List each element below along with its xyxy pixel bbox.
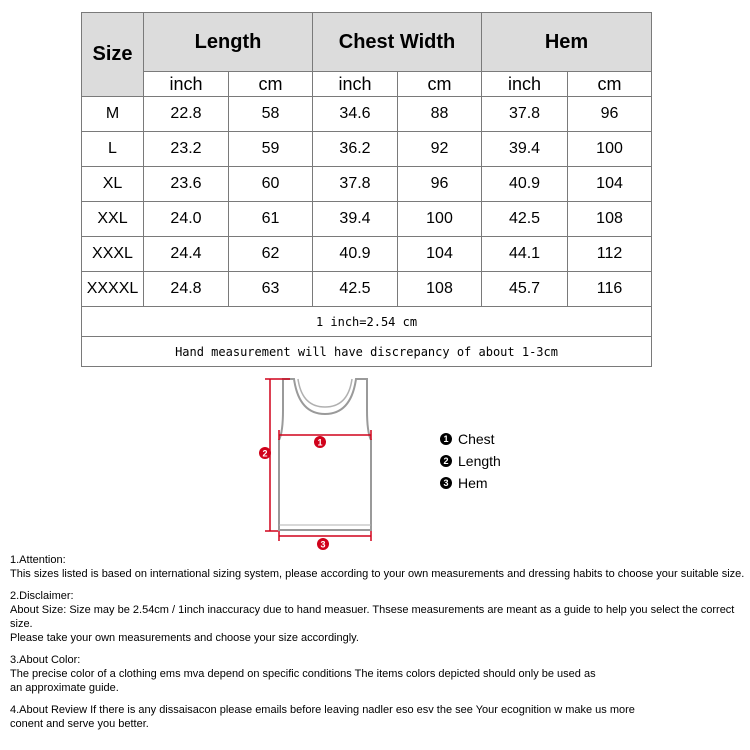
size-cell: XXL (82, 202, 144, 237)
value-cell: 42.5 (482, 202, 568, 237)
legend-number: 2 (440, 455, 452, 467)
discrepancy-note-row (82, 337, 652, 367)
legend-number: 1 (440, 433, 452, 445)
table-row (82, 237, 652, 272)
value-cell: 40.9 (482, 167, 568, 202)
legend-number: 3 (440, 477, 452, 489)
value-cell: 96 (398, 167, 482, 202)
attention-note (10, 553, 750, 581)
disclaimer-note (10, 589, 750, 645)
conversion-note-row (82, 307, 652, 337)
table-header-row (82, 13, 652, 72)
value-cell: 45.7 (482, 272, 568, 307)
diagram-legend (440, 428, 501, 494)
value-cell: 88 (398, 97, 482, 132)
value-cell: 44.1 (482, 237, 568, 272)
legend-item (440, 472, 501, 494)
note-line: The precise color of a clothing ems mva depend on specific conditions The items colors depicted should only be used as (10, 668, 596, 680)
value-cell: 37.8 (482, 97, 568, 132)
size-cell: XXXXL (82, 272, 144, 307)
note-line: an approximate guide. (10, 682, 119, 694)
value-cell: 39.4 (313, 202, 398, 237)
tank-top-diagram (256, 370, 386, 555)
value-cell: 108 (568, 202, 652, 237)
unit-cell: cm (568, 72, 652, 97)
value-cell: 23.6 (144, 167, 229, 202)
value-cell: 92 (398, 132, 482, 167)
unit-cell: cm (398, 72, 482, 97)
value-cell: 104 (398, 237, 482, 272)
table-row (82, 272, 652, 307)
value-cell: 61 (229, 202, 313, 237)
length-marker (259, 447, 271, 459)
value-cell: 34.6 (313, 97, 398, 132)
hem-marker-label: 3 (320, 539, 326, 550)
value-cell: 40.9 (313, 237, 398, 272)
length-marker-label: 2 (262, 448, 268, 459)
unit-cell: inch (313, 72, 398, 97)
legend-item (440, 428, 501, 450)
note-title: 2.Disclaimer: (10, 590, 74, 602)
legend-item (440, 450, 501, 472)
value-cell: 24.0 (144, 202, 229, 237)
size-cell: XXXL (82, 237, 144, 272)
discrepancy-note: Hand measurement will have discrepancy of about 1-3cm (82, 337, 652, 367)
header-chest-width: Chest Width (313, 13, 482, 72)
tank-top-outline (279, 379, 371, 530)
chest-marker-label: 1 (317, 437, 323, 448)
value-cell: 58 (229, 97, 313, 132)
size-cell: L (82, 132, 144, 167)
value-cell: 62 (229, 237, 313, 272)
unit-cell: inch (144, 72, 229, 97)
value-cell: 22.8 (144, 97, 229, 132)
header-hem: Hem (482, 13, 652, 72)
table-row (82, 202, 652, 237)
value-cell: 104 (568, 167, 652, 202)
unit-cell: inch (482, 72, 568, 97)
legend-label: Chest (458, 431, 495, 447)
size-cell: M (82, 97, 144, 132)
note-line: Please take your own measurements and choose your size accordingly. (10, 632, 359, 644)
value-cell: 39.4 (482, 132, 568, 167)
unit-cell: cm (229, 72, 313, 97)
table-row (82, 97, 652, 132)
legend-label: Hem (458, 475, 488, 491)
header-size: Size (82, 13, 144, 97)
table-row (82, 132, 652, 167)
value-cell: 24.4 (144, 237, 229, 272)
header-length: Length (144, 13, 313, 72)
value-cell: 60 (229, 167, 313, 202)
value-cell: 96 (568, 97, 652, 132)
value-cell: 116 (568, 272, 652, 307)
note-line: This sizes listed is based on international sizing system, please according to your own measurements and dressing habits to choose your suitable size. (10, 568, 745, 580)
size-chart-table (81, 12, 652, 367)
notes-section (10, 553, 750, 739)
table-row (82, 167, 652, 202)
value-cell: 23.2 (144, 132, 229, 167)
color-note (10, 653, 750, 695)
hem-marker (317, 538, 329, 550)
value-cell: 108 (398, 272, 482, 307)
review-note (10, 703, 750, 731)
note-line: 4.About Review If there is any dissaisacon please emails before leaving nadler eso esv the see Your ecognition w make us more (10, 704, 635, 716)
chest-marker (314, 436, 326, 448)
conversion-note: 1 inch=2.54 cm (82, 307, 652, 337)
value-cell: 63 (229, 272, 313, 307)
value-cell: 24.8 (144, 272, 229, 307)
note-title: 1.Attention: (10, 554, 66, 566)
table-units-row (82, 72, 652, 97)
value-cell: 112 (568, 237, 652, 272)
value-cell: 100 (568, 132, 652, 167)
note-title: 3.About Color: (10, 654, 81, 666)
note-line: conent and serve you better. (10, 718, 149, 730)
value-cell: 59 (229, 132, 313, 167)
value-cell: 42.5 (313, 272, 398, 307)
legend-label: Length (458, 453, 501, 469)
size-cell: XL (82, 167, 144, 202)
value-cell: 100 (398, 202, 482, 237)
value-cell: 37.8 (313, 167, 398, 202)
value-cell: 36.2 (313, 132, 398, 167)
neckline-inner (298, 379, 352, 407)
note-line: About Size: Size may be 2.54cm / 1inch inaccuracy due to hand measuer. Thsese measurements are meant as a guide to help you select the correct size. (10, 604, 735, 630)
